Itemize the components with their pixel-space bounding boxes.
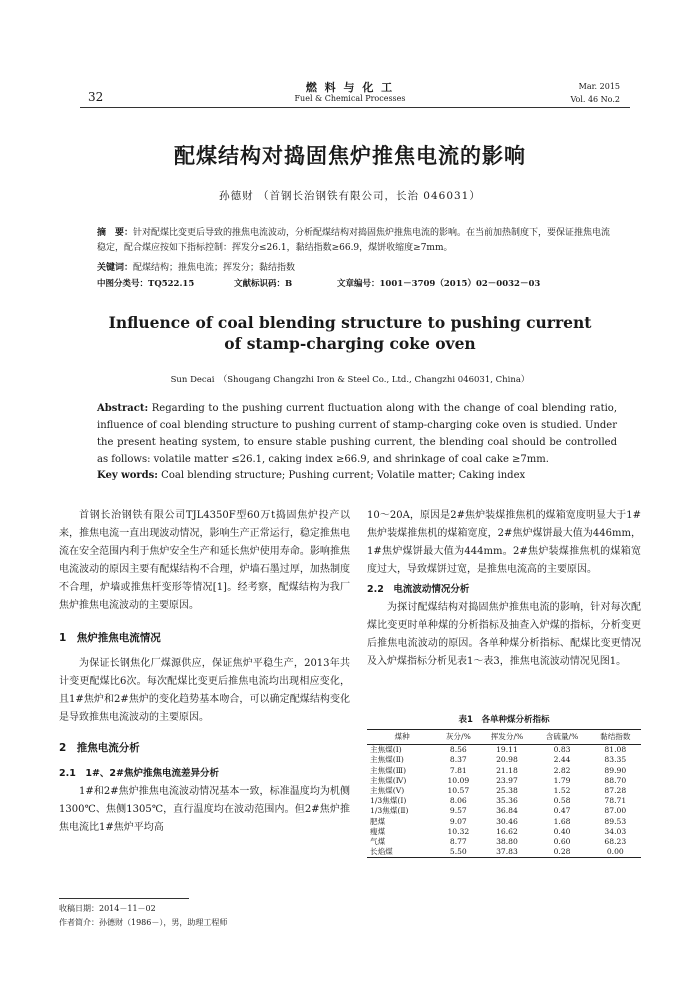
table-cell: 25.38 (496, 786, 518, 796)
table-cell: 10.09 (447, 775, 470, 785)
table-cell: 20.98 (496, 755, 518, 765)
table-cell: 36.84 (496, 806, 518, 816)
table-header-cell: 灰分/% (437, 730, 479, 745)
abstract-cn (97, 226, 617, 256)
section-2-1-heading: 2.1 1#、2#焦炉推焦电流差异分析 (59, 768, 219, 779)
section-2-2-heading: 2.2 电流波动情况分析 (367, 584, 470, 595)
page-number: 32 (88, 90, 104, 104)
table-cell: 7.81 (449, 765, 467, 775)
section-2-heading: 2 推焦电流分析 (59, 742, 140, 754)
coal-analysis-table (367, 729, 641, 858)
author-bio: 作者简介：孙德财（1986－），男，助理工程师 (59, 918, 228, 927)
table-cell: 2.82 (553, 765, 571, 775)
table-header-row (367, 730, 641, 745)
table-row (367, 827, 641, 837)
table-cell: 35.36 (496, 796, 518, 806)
section-2-2-paragraph: 为探讨配煤结构对捣固焦炉推焦电流的影响，针对每次配煤比变更时单种煤的分析指标及抽查入炉煤的指标，分析变更后推焦电流波动的原因。各单种煤分析指标、配煤比变更情况及入炉煤指标分析见表1～表3，推焦电流波动情况见图1。 (367, 602, 641, 667)
issue-date: Mar. 2015 (578, 82, 620, 91)
table-row (367, 745, 641, 756)
table-row (367, 755, 641, 765)
body-left-column (59, 507, 350, 837)
article-number: 文章编号：1001－3709（2015）02－0032－03 (337, 279, 541, 289)
keywords-cn-label: 关键词： (97, 263, 134, 273)
section-1-heading: 1 焦炉推焦电流情况 (59, 632, 161, 644)
journal-title-en: Fuel & Chemical Processes (294, 94, 406, 103)
table-row (367, 837, 641, 847)
table-header-cell: 含硫量/% (535, 730, 590, 745)
table-row (367, 806, 641, 816)
table-row (367, 766, 641, 776)
received-date: 收稿日期：2014－11－02 (59, 904, 156, 913)
author-affiliation-cn: 孙德财 （首钢长治钢铁有限公司，长治 046031） (219, 190, 481, 202)
table-cell: 37.83 (479, 847, 534, 858)
table-cell: 10.32 (447, 826, 470, 836)
table-row (367, 847, 641, 858)
table-cell: 19.11 (496, 745, 518, 755)
table-cell: 89.53 (604, 816, 627, 826)
table-body (367, 745, 641, 858)
abstract-en-label: Abstract: (97, 403, 149, 414)
table-header-cell: 黏结指数 (590, 730, 641, 745)
table-cell: 8.37 (449, 755, 467, 765)
table-cell: 9.07 (449, 816, 467, 826)
intro-paragraph: 首钢长治钢铁有限公司TJL4350F型60万t捣固焦炉投产以来，推焦电流一直出现波动情况，影响生产正常运行，稳定推焦电流在安全范围内利于焦炉安全生产和延长焦炉使用寿命。影响推焦电流波动的原因主要有配煤结构不合理，炉墙石墨过厚，加热制度不合理，炉墙或推焦杆变形等情况[1]。经考察，配煤结构为我厂焦炉推焦电流波动的主要原因。 (59, 510, 350, 611)
table-cell: 30.46 (496, 816, 518, 826)
table-cell: 1.79 (553, 775, 571, 785)
keywords-en-text: Coal blending structure; Pushing current; Volatile matter; Caking index (158, 470, 526, 481)
table-cell: 1.52 (553, 786, 571, 796)
document-code: 文献标识码：B (234, 279, 293, 289)
table-cell: 1.68 (553, 816, 571, 826)
abstract-en (97, 400, 617, 468)
table-cell: 0.40 (553, 826, 571, 836)
coal-type-cell: 主焦煤(Ⅱ) (370, 755, 404, 765)
table-cell: 8.06 (449, 796, 467, 806)
table-cell: 34.03 (604, 826, 627, 836)
table-cell: 0.58 (553, 796, 571, 806)
table-cell: 0.00 (590, 847, 641, 858)
keywords-en (97, 467, 617, 484)
issue-volume: Vol. 46 No.2 (570, 95, 620, 104)
keywords-cn (97, 261, 617, 276)
table-cell: 0.28 (535, 847, 590, 858)
journal-title-cn: 燃 料 与 化 工 (305, 81, 395, 94)
table-cell: 68.23 (604, 837, 627, 847)
table-cell: 88.70 (604, 775, 627, 785)
table-cell: 87.00 (604, 806, 627, 816)
article-title-en-line1: Influence of coal blending structure to pushing current (108, 313, 592, 332)
table-row (367, 796, 641, 806)
table-cell: 0.60 (553, 837, 571, 847)
abstract-en-text: Regarding to the pushing current fluctuation along with the change of coal blending ratio, influence of coal blending structure to pushing current of stamp-charging coke oven is studied. Under the present heating system, to ensure stable pushing current, the blending coal should be controlled as follows: volatile matter ≤26.1, caking index ≥66.9, and shrinkage of coal cake ≥7mm. (97, 403, 617, 465)
header-rule (80, 107, 630, 108)
table-cell: 10.57 (447, 786, 470, 796)
body-right-column (367, 507, 641, 671)
coal-type-cell: 肥煤 (370, 816, 386, 826)
table-cell: 23.97 (496, 775, 518, 785)
abstract-cn-text: 针对配煤比变更后导致的推焦电流波动，分析配煤结构对捣固焦炉推焦电流的影响。在当前加热制度下，要保证推焦电流稳定，配合煤应按如下指标控制：挥发分≤26.1，黏结指数≥66.9，煤饼收缩度≥7mm。 (97, 228, 611, 253)
table-cell: 8.77 (449, 837, 467, 847)
issue-info (570, 80, 620, 106)
author-affiliation-en: Sun Decai （Shougang Changzhi Iron & Steel Co., Ltd., Changzhi 046031, China） (170, 375, 530, 385)
clc-number: 中图分类号：TQ522.15 (97, 279, 195, 289)
table-cell: 89.90 (604, 765, 627, 775)
table-cell: 16.62 (496, 826, 518, 836)
table-cell: 83.35 (604, 755, 627, 765)
table-cell: 2.44 (553, 755, 571, 765)
coal-type-cell: 主焦煤(Ⅴ) (370, 786, 405, 796)
coal-type-cell: 主焦煤(Ⅰ) (370, 745, 402, 755)
table-cell: 5.50 (437, 847, 479, 858)
coal-type-cell: 主焦煤(Ⅲ) (370, 765, 407, 775)
footnote (59, 902, 227, 930)
coal-type-cell: 气煤 (370, 837, 386, 847)
keywords-en-label: Key words: (97, 470, 158, 481)
abstract-cn-label: 摘 要： (97, 228, 134, 238)
table-cell: 0.47 (553, 806, 571, 816)
article-title-en-line2: of stamp-charging coke oven (224, 334, 476, 353)
table-row (367, 776, 641, 786)
coal-type-cell: 长焰煤 (367, 847, 437, 858)
section-2-1-paragraph: 1#和2#焦炉推焦电流波动情况基本一致，标准温度均为机侧1300℃、焦侧1305℃，直行温度均在波动范围内。但2#焦炉推焦电流比1#焦炉平均高 (59, 786, 350, 833)
table-cell: 38.80 (496, 837, 518, 847)
table-cell: 78.71 (604, 796, 627, 806)
table-row (367, 817, 641, 827)
coal-type-cell: 主焦煤(Ⅳ) (370, 775, 407, 785)
table-cell: 9.57 (449, 806, 467, 816)
coal-type-cell: 1/3焦煤(Ⅰ) (370, 796, 407, 806)
section-1-paragraph: 为保证长钢焦化厂煤源供应，保证焦炉平稳生产，2013年共计变更配煤比6次。每次配煤比变更后推焦电流均出现相应变化，且1#焦炉和2#焦炉的变化趋势基本吻合，可以确定配煤结构变化是导致推焦电流波动的主要原因。 (59, 658, 350, 723)
continued-paragraph: 10～20A，原因是2#焦炉装煤推焦机的煤箱宽度明显大于1#焦炉装煤推焦机的煤箱宽度，2#焦炉煤饼最大值为446mm，1#焦炉煤饼最大值为444mm。2#焦炉装煤推焦机的煤箱宽度过大，导致煤饼过宽，是推焦电流高的主要原因。 (367, 510, 641, 575)
table-cell: 0.83 (553, 745, 571, 755)
table-cell: 21.18 (496, 765, 518, 775)
table-header-cell: 挥发分/% (479, 730, 534, 745)
coal-type-cell: 1/3焦煤(Ⅱ) (370, 806, 409, 816)
table-header-cell: 煤种 (367, 730, 437, 745)
article-title-en (0, 312, 700, 354)
footnote-rule (59, 898, 189, 899)
table-row (367, 786, 641, 796)
article-title-cn: 配煤结构对捣固焦炉推焦电流的影响 (174, 143, 526, 168)
table-cell: 87.28 (604, 786, 627, 796)
table-cell: 81.08 (604, 745, 627, 755)
table-1-caption: 表1 各单种煤分析指标 (458, 715, 550, 725)
coal-type-cell: 瘦煤 (370, 826, 386, 836)
table-cell: 8.56 (449, 745, 467, 755)
keywords-cn-text: 配煤结构；推焦电流；挥发分；黏结指数 (133, 263, 296, 273)
